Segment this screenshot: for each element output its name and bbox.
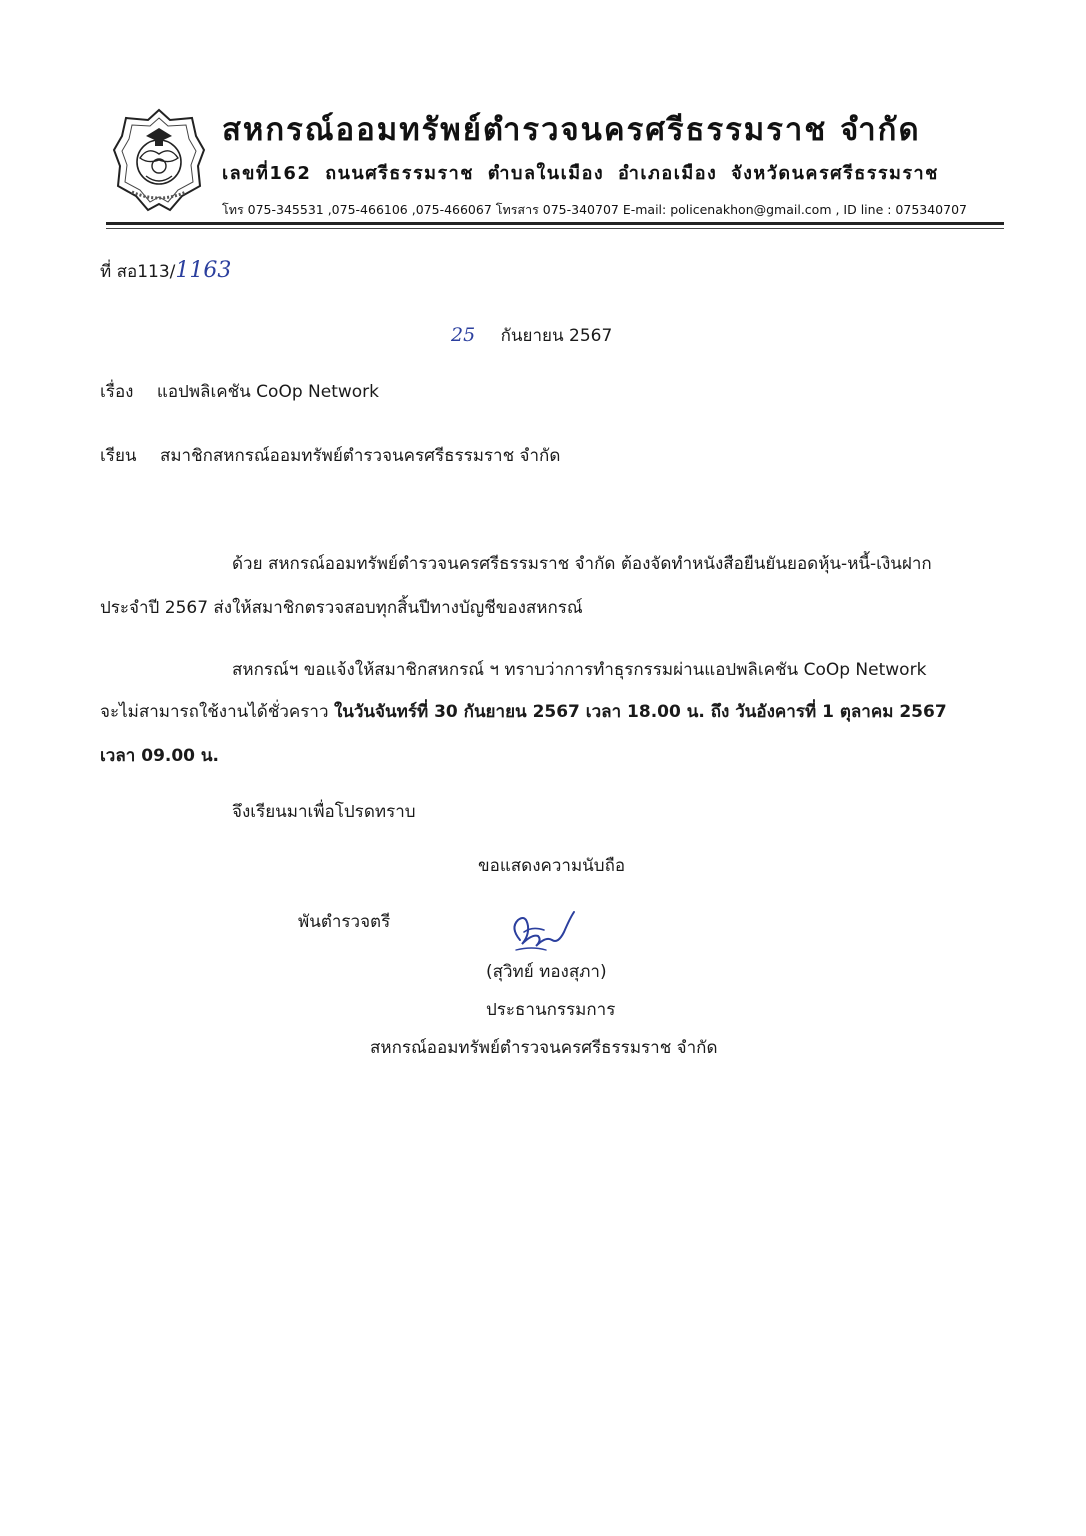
paragraph-2-line-3 (100, 742, 219, 769)
date-day-handwritten: 25 (451, 324, 476, 346)
signatory-organization: สหกรณ์ออมทรัพย์ตำรวจนครศรีธรรมราช จำกัด (370, 1038, 718, 1058)
recipient-text: สมาชิกสหกรณ์ออมทรัพย์ตำรวจนครศรีธรรมราช จำกัด (159, 446, 561, 466)
paragraph-1-line-2: ประจำปี 2567 ส่งให้สมาชิกตรวจสอบทุกสิ้นปีทางบัญชีของสหกรณ์ (100, 598, 583, 618)
paragraph-1-line-1: ด้วย สหกรณ์ออมทรัพย์ตำรวจนครศรีธรรมราช จำกัด ต้องจัดทำหนังสือยืนยันยอดหุ้น-หนี้-เงินฝาก (232, 554, 932, 574)
reference-handwritten-number: 1163 (175, 258, 232, 283)
subject-text: แอปพลิเคชัน CoOp Network (156, 382, 380, 402)
date-month-year: กันยายน 2567 (500, 326, 613, 346)
letterhead-divider-thick (106, 222, 1004, 225)
subject-label: เรื่อง (100, 382, 134, 402)
reference-number (100, 258, 231, 285)
letterhead-divider-thin (106, 228, 1004, 229)
cooperative-seal-logo (110, 106, 208, 214)
organization-name: สหกรณ์ออมทรัพย์ตำรวจนครศรีธรรมราช จำกัด (222, 112, 921, 148)
organization-address: เลขที่162 ถนนศรีธรรมราช ตำบลในเมือง อำเภอเมือง จังหวัดนครศรีธรรมราช (222, 163, 939, 184)
subject-line (100, 378, 379, 405)
recipient-label: เรียน (100, 446, 137, 466)
closing-note: จึงเรียนมาเพื่อโปรดทราบ (232, 802, 416, 822)
signatory-position: ประธานกรรมการ (486, 1000, 616, 1020)
signatory-name: (สุวิทย์ ทองสุภา) (486, 962, 607, 982)
signatory-rank: พันตำรวจตรี (298, 912, 391, 932)
organization-contact: โทร 075-345531 ,075-466106 ,075-466067 โทรสาร 075-340707 E-mail: policenakhon@gmail.com , ID line : 075340707 (222, 202, 967, 217)
sign-off: ขอแสดงความนับถือ (478, 856, 626, 876)
paragraph-2-plain-text: จะไม่สามารถใช้งานได้ชั่วคราว (100, 702, 334, 722)
paragraph-2-bold-end-time: เวลา 09.00 น. (100, 746, 220, 766)
paragraph-2-line-1: สหกรณ์ฯ ขอแจ้งให้สมาชิกสหกรณ์ ฯ ทราบว่าการทำธุรกรรมผ่านแอปพลิเคชัน CoOp Network (232, 660, 927, 680)
recipient-line (100, 442, 560, 469)
paragraph-2-line-2 (100, 698, 947, 725)
reference-prefix: ที่ สอ113/ (100, 262, 176, 282)
handwritten-signature (502, 906, 578, 962)
paragraph-2-bold-schedule: ในวันจันทร์ที่ 30 กันยายน 2567 เวลา 18.00 น. ถึง วันอังคารที่ 1 ตุลาคม 2567 (333, 702, 947, 722)
letter-date (451, 322, 612, 349)
